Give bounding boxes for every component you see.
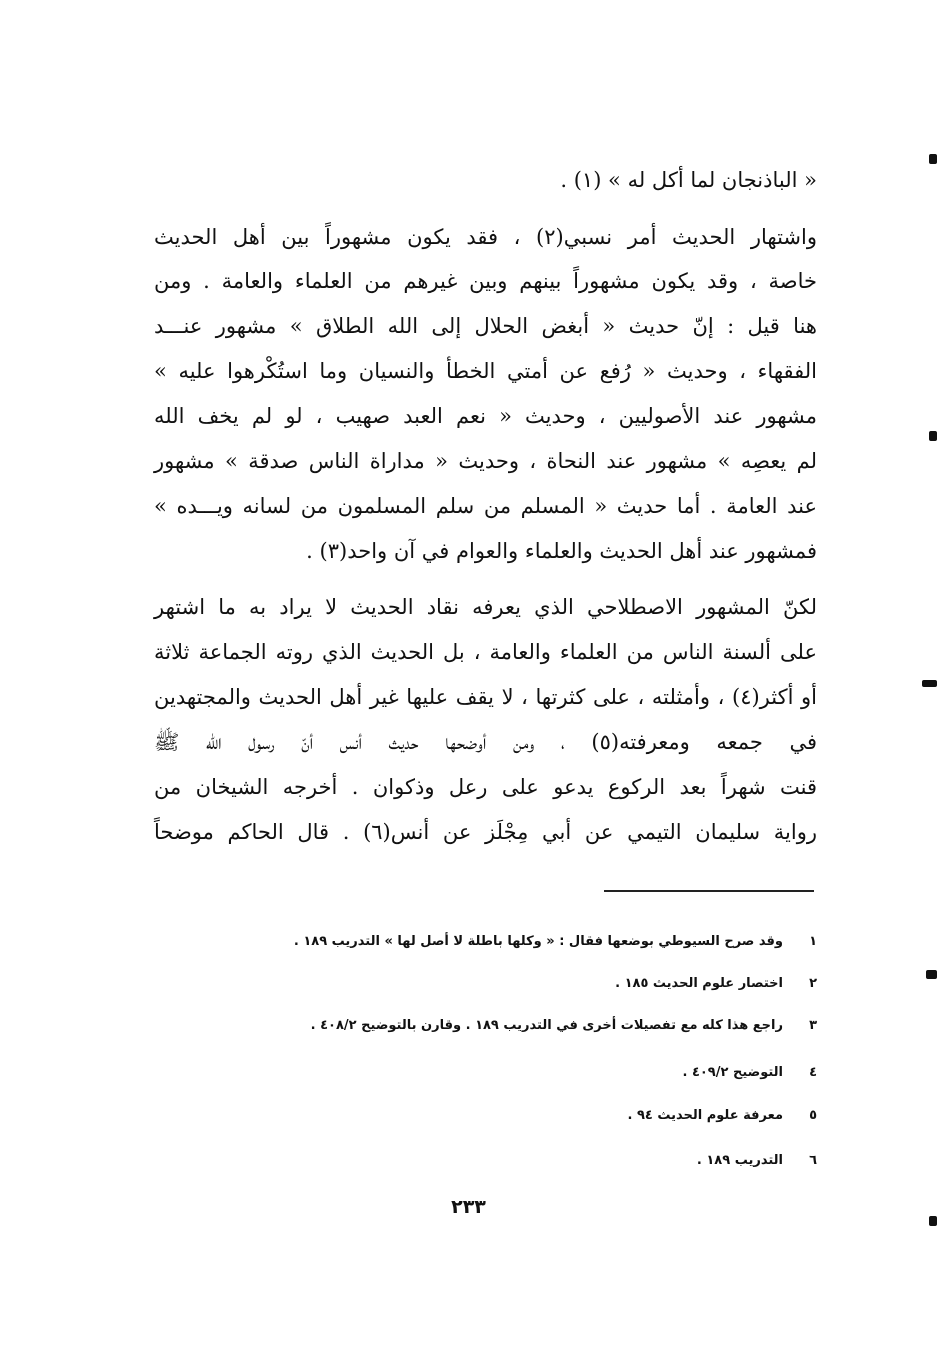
text-line: على ألسنة الناس من العلماء والعامة ، بل الحديث الذي روته الجماعة ثلاثة — [154, 640, 817, 664]
binding-mark — [929, 154, 937, 164]
text-line: أو أكثر(٤) ، وأمثلته ، على كثرتها ، لا يقف عليها غير أهل الحديث والمجتهدين — [154, 685, 817, 709]
text-line: واشتهار الحديث أمر نسبي(٢) ، فقد يكون مشهوراً بين أهل الحديث — [154, 225, 817, 249]
binding-mark — [929, 1216, 937, 1226]
text-line: عند العامة . أما حديث « المسلم من سلم المسلمون من لسانه ويـــده » — [154, 494, 817, 518]
footnote — [294, 932, 817, 952]
text-line: فمشهور عند أهل الحديث والعلماء والعوام في آن واحد(٣) . — [306, 539, 817, 563]
footnote-number: ٣ — [809, 1018, 817, 1033]
text-line: لكنّ المشهور الاصطلاحي الذي يعرفه نقاد الحديث لا يراد به ما اشتهر — [154, 595, 817, 619]
text-line: خاصة ، وقد يكون مشهوراً بينهم وبين غيرهم من العلماء والعامة . ومن — [154, 269, 817, 293]
footnote-number: ٦ — [809, 1153, 817, 1168]
page-number: ٢٣٣ — [451, 1196, 486, 1218]
footnote-separator — [604, 890, 814, 892]
footnote-text: وقد صرح السيوطي بوضعها فقال : « وكلها باطلة لا أصل لها » التدريب ١٨٩ . — [293, 934, 783, 949]
text-line: لم يعصِه » مشهور عند النحاة ، وحديث « مداراة الناس صدقة » مشهور — [154, 449, 817, 473]
binding-mark — [929, 431, 937, 441]
binding-mark — [926, 970, 937, 979]
footnote-text: اختصار علوم الحديث ١٨٥ . — [615, 976, 783, 991]
footnote-text: معرفة علوم الحديث ٩٤ . — [627, 1108, 783, 1123]
text-line: مشهور عند الأصوليين ، وحديث « نعم العبد صهيب ، لو لم يخف الله — [154, 404, 817, 428]
footnote — [311, 1016, 817, 1036]
text-line: قنت شهراً بعد الركوع يدعو على رعل وذكوان . أخرجه الشيخان من — [154, 775, 817, 799]
text-line: هنا قيل : إنّ حديث « أبغض الحلال إلى الله الطلاق » مشهور عنـــد — [154, 314, 817, 338]
footnote-number: ٢ — [809, 976, 817, 991]
footnote — [697, 1151, 817, 1171]
footnote — [615, 974, 817, 994]
footnote-number: ٤ — [809, 1065, 817, 1080]
binding-mark — [922, 680, 937, 687]
footnote-text: راجع هذا كله مع تفصيلات أخرى في التدريب ١٨٩ . وقارن بالتوضيح ٤٠٨/٢ . — [310, 1018, 783, 1033]
footnote — [627, 1106, 817, 1126]
footnote — [682, 1063, 817, 1083]
footnote-text: التوضيح ٤٠٩/٢ . — [682, 1065, 783, 1080]
text-line: في جمعه ومعرفته(٥) ، ومن أوضحها حديث أنس أنّ رسول الله ﷺ — [154, 730, 817, 754]
footnote-number: ٥ — [809, 1108, 817, 1123]
footnote-number: ١ — [809, 934, 817, 949]
text-line: الفقهاء ، وحديث « رُفع عن أمتي الخطأ والنسيان وما استُكْرهوا عليه » — [154, 359, 817, 383]
text-line: « الباذنجان لما أكل له » (١) . — [560, 168, 817, 192]
text-line: رواية سليمان التيمي عن أبي مِجْلَز عن أنس(٦) . قال الحاكم موضحاً — [154, 820, 818, 844]
footnote-text: التدريب ١٨٩ . — [696, 1153, 783, 1168]
